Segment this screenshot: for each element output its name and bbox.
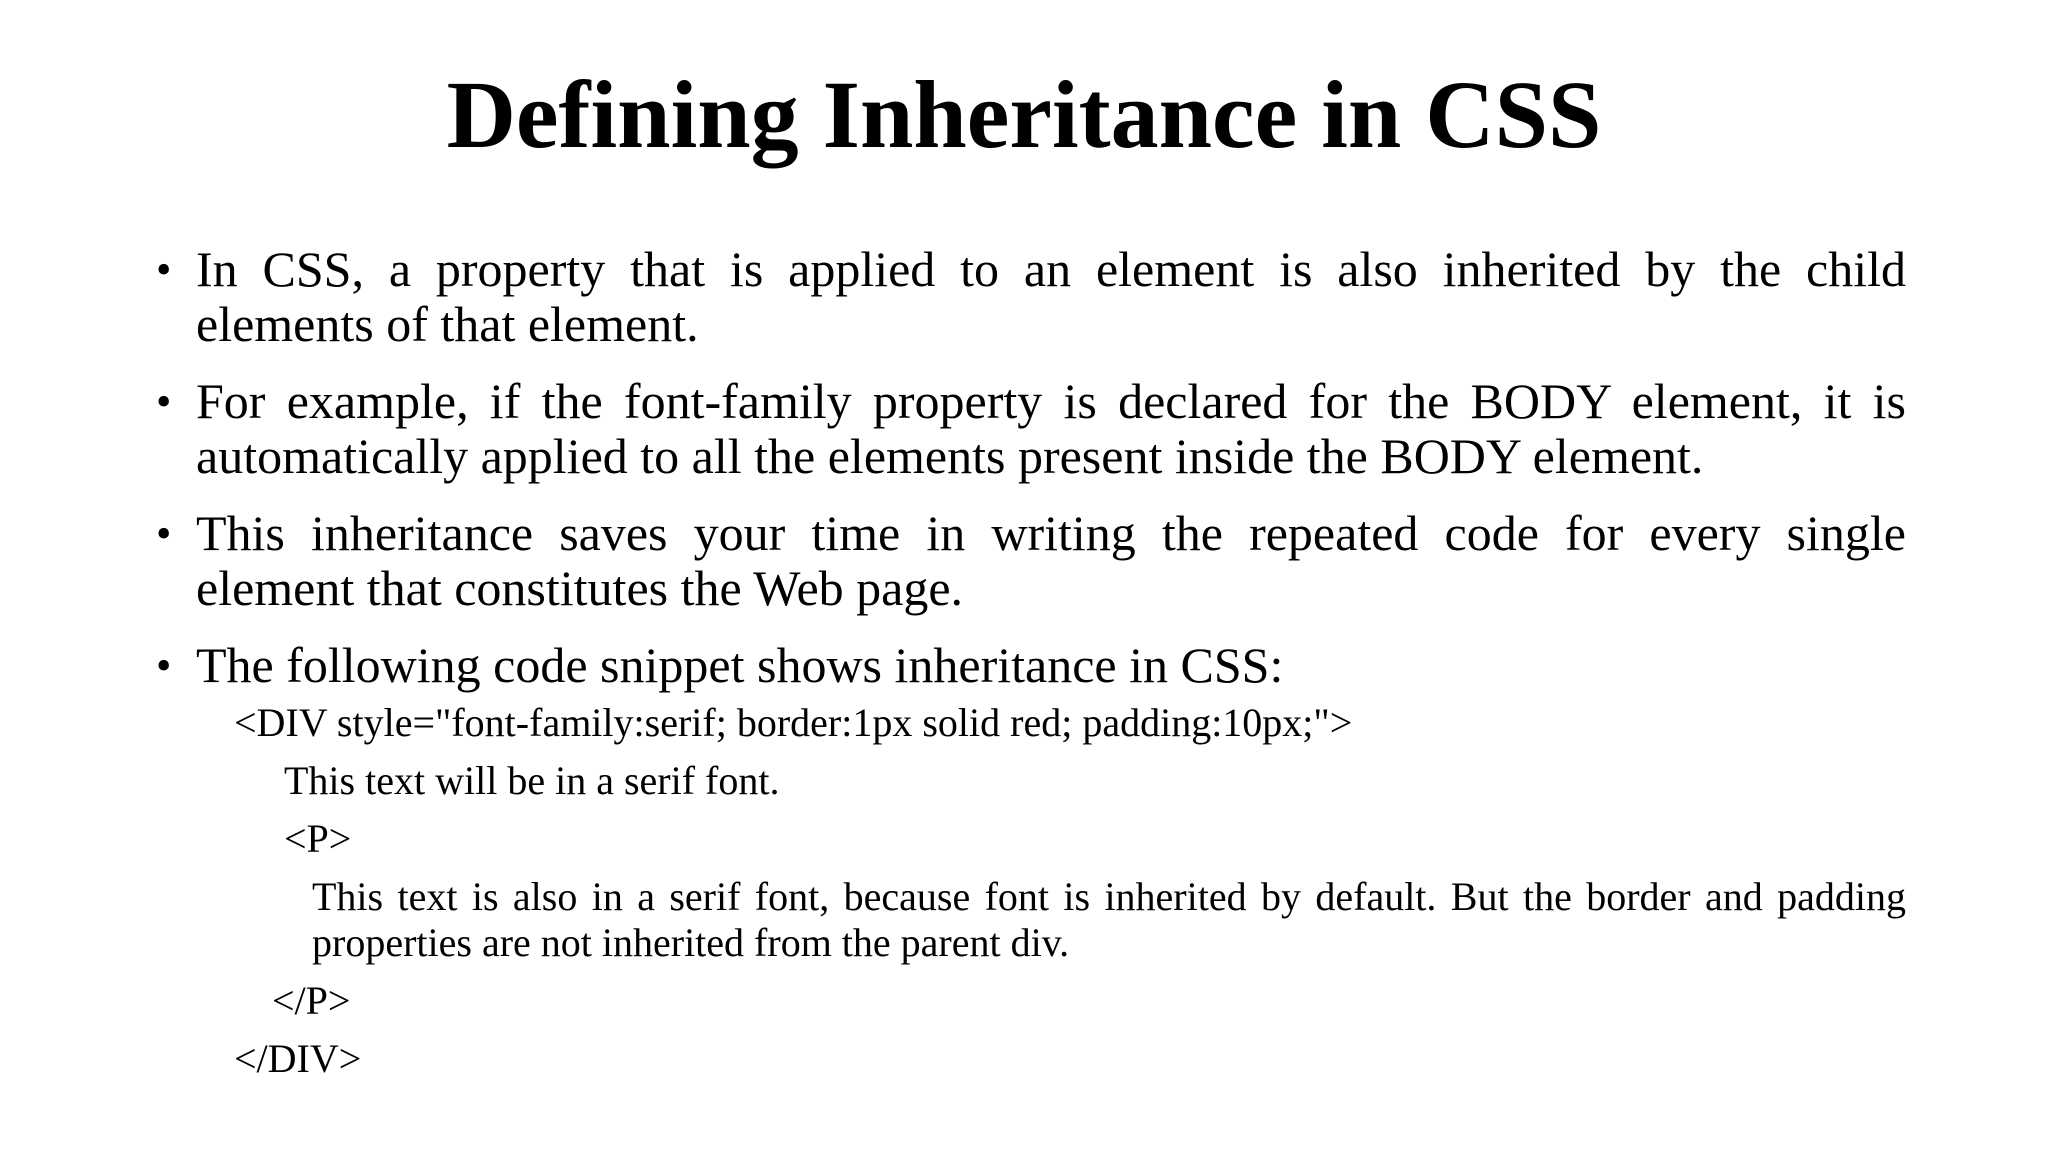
- bullet-icon: •: [156, 377, 172, 426]
- bullet-text: This inheritance saves your time in writing the repeated code for every single element that constitutes the Web page.: [196, 505, 1906, 616]
- bullet-text: The following code snippet shows inheritance in CSS:: [196, 637, 1284, 693]
- bullet-list: [156, 242, 1906, 715]
- bullet-item: [156, 242, 1906, 352]
- bullet-text: For example, if the font-family property is declared for the BODY element, it is automatically applied to all the elements present inside the BODY element.: [196, 373, 1906, 484]
- code-line-p-text: This text is also in a serif font, because font is inherited by default. But the border and padding properties are not inherited from the parent div.: [312, 874, 1906, 965]
- code-line-p-close: </P>: [272, 978, 351, 1023]
- code-line-p-open: <P>: [284, 816, 352, 861]
- code-line-div-text: This text will be in a serif font.: [284, 758, 780, 803]
- code-snippet: [234, 700, 1906, 1094]
- bullet-icon: •: [156, 641, 172, 690]
- bullet-item: [156, 374, 1906, 484]
- slide-title: Defining Inheritance in CSS: [446, 61, 1602, 168]
- bullet-icon: •: [156, 509, 172, 558]
- bullet-item: [156, 638, 1906, 693]
- bullet-item: [156, 506, 1906, 616]
- code-line-div-open: <DIV style="font-family:serif; border:1px solid red; padding:10px;">: [234, 700, 1353, 745]
- bullet-text: In CSS, a property that is applied to an element is also inherited by the child elements of that element.: [196, 241, 1906, 352]
- code-line-div-close: </DIV>: [234, 1036, 362, 1081]
- bullet-icon: •: [156, 245, 172, 294]
